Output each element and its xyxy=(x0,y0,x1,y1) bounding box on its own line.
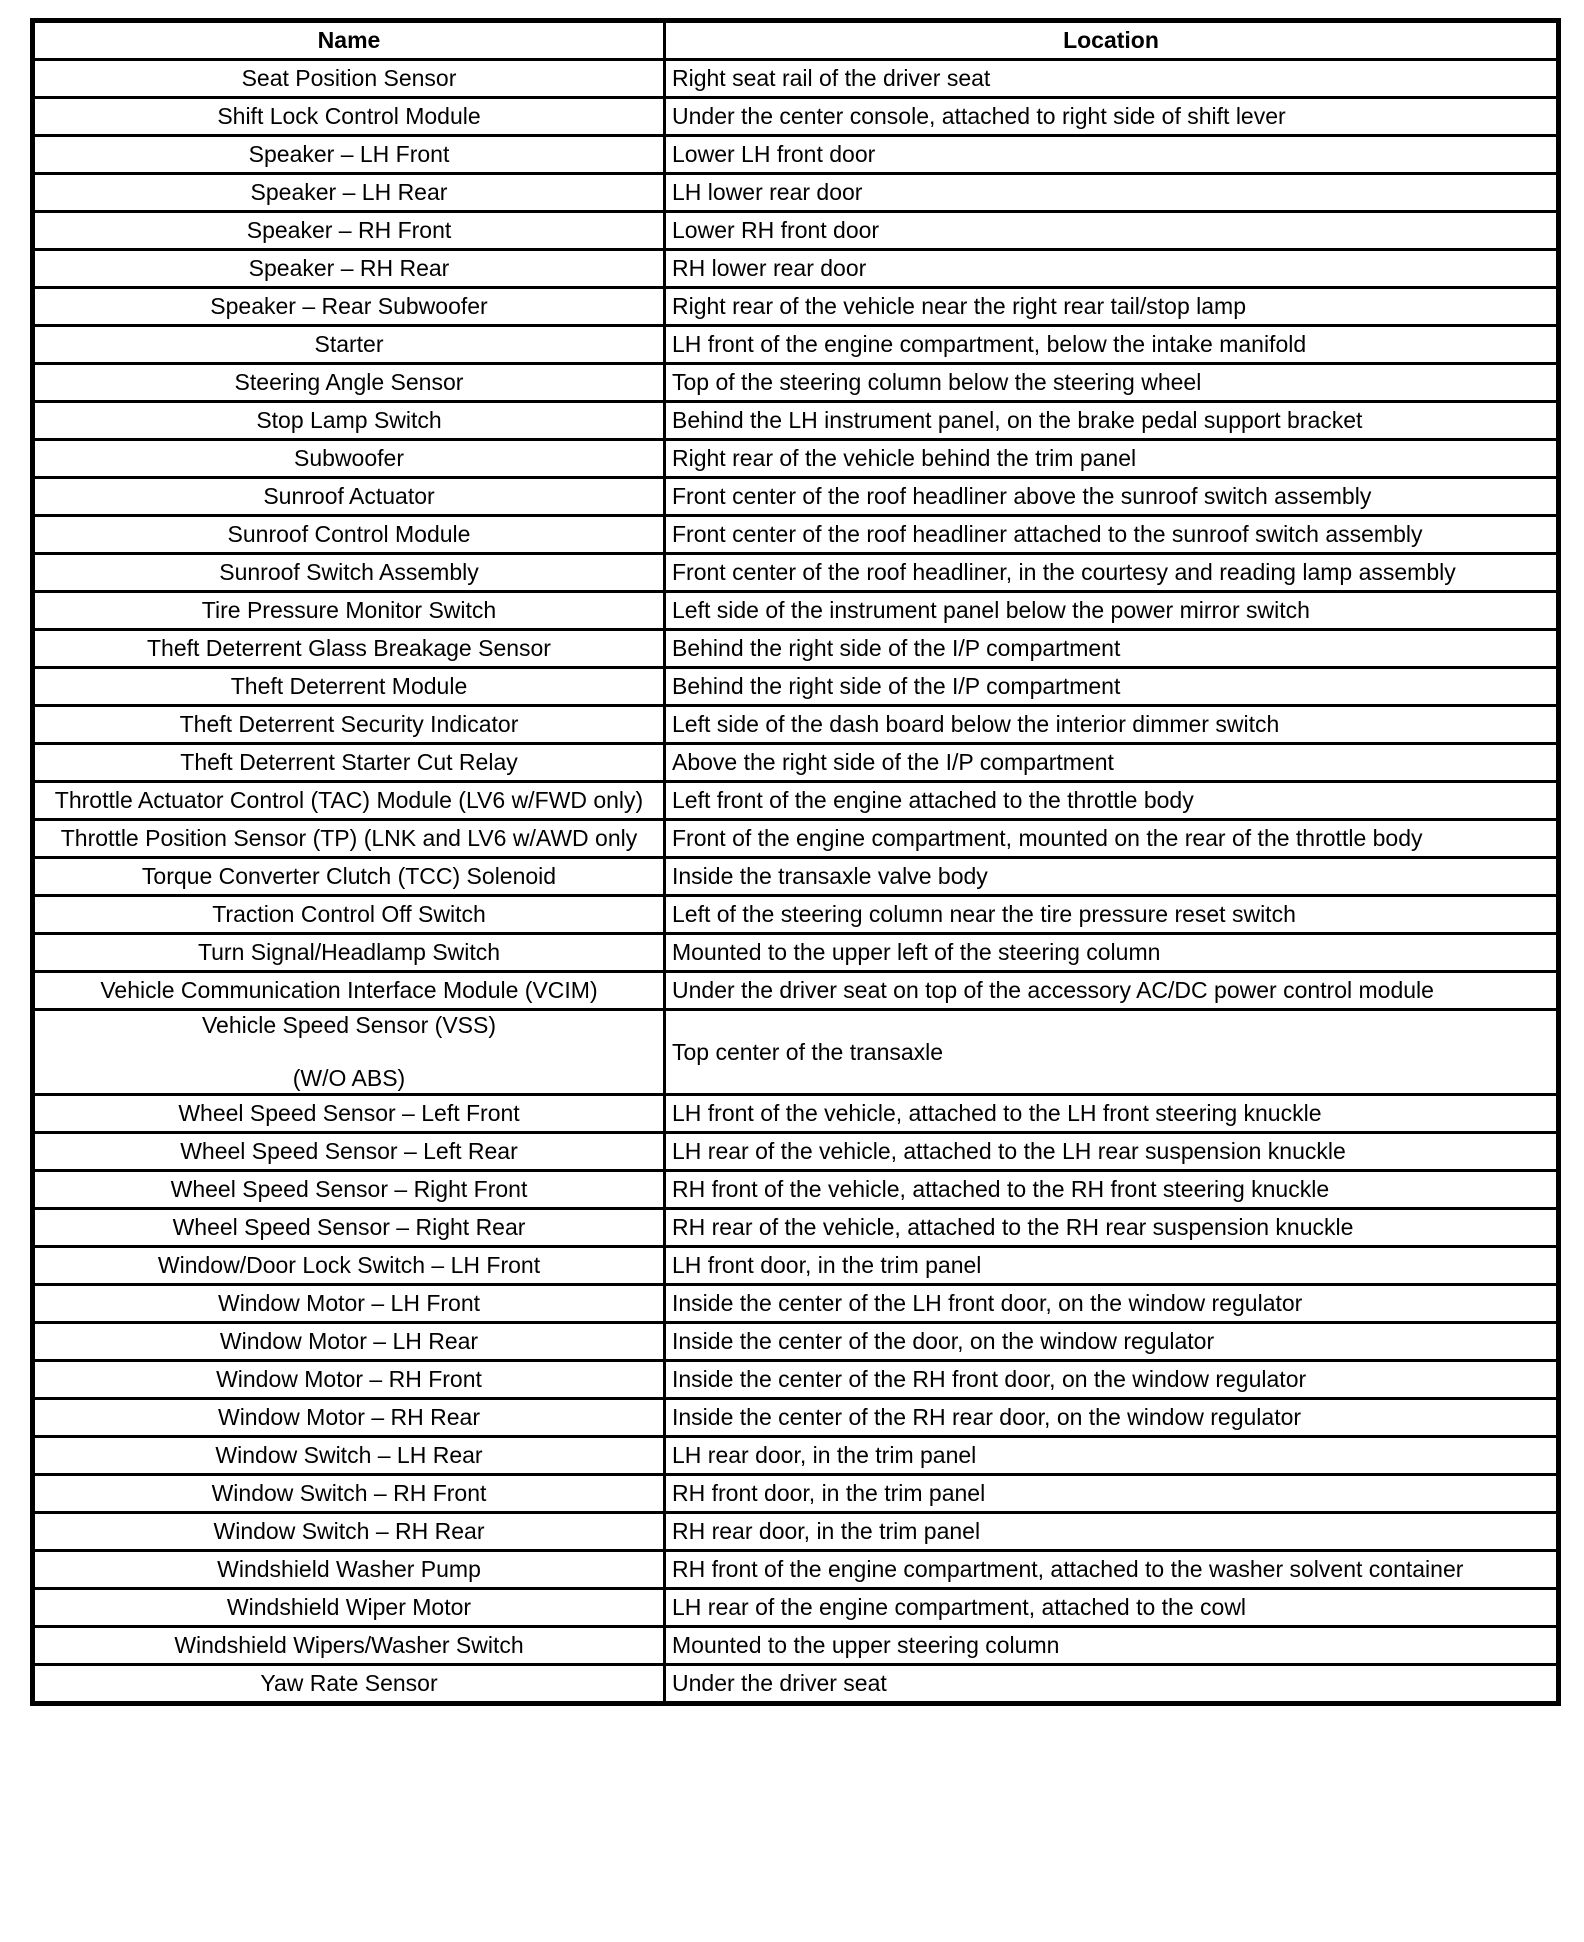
table-header xyxy=(33,21,1559,60)
component-name: Throttle Actuator Control (TAC) Module (LV6 w/FWD only) xyxy=(54,787,644,813)
component-location-cell: Front center of the roof headliner attached to the sunroof switch assembly xyxy=(665,516,1559,554)
table-row xyxy=(33,1399,1559,1437)
component-name: Window Switch – RH Rear xyxy=(213,1518,485,1544)
component-location-cell: Front center of the roof headliner above the sunroof switch assembly xyxy=(665,478,1559,516)
component-name: Window Switch – LH Rear xyxy=(215,1442,483,1468)
component-name-cell xyxy=(33,440,665,478)
table-row xyxy=(33,1437,1559,1475)
component-location-cell: Under the driver seat xyxy=(665,1665,1559,1704)
component-location-cell: Right rear of the vehicle near the right rear tail/stop lamp xyxy=(665,288,1559,326)
component-location-cell: LH rear of the vehicle, attached to the LH rear suspension knuckle xyxy=(665,1133,1559,1171)
component-location-cell: RH front door, in the trim panel xyxy=(665,1475,1559,1513)
table-row xyxy=(33,1361,1559,1399)
component-location-cell: Right rear of the vehicle behind the trim panel xyxy=(665,440,1559,478)
table-body xyxy=(33,60,1559,1704)
table-row xyxy=(33,1627,1559,1665)
component-name-cell xyxy=(33,668,665,706)
component-name-cell xyxy=(33,1285,665,1323)
name-column-header: Name xyxy=(33,21,665,60)
table-row xyxy=(33,1010,1559,1095)
table-row xyxy=(33,250,1559,288)
component-name: Windshield Washer Pump xyxy=(217,1556,481,1582)
component-name-cell xyxy=(33,630,665,668)
component-name-cell xyxy=(33,1399,665,1437)
component-location-cell: Inside the transaxle valve body xyxy=(665,858,1559,896)
component-location-cell: Left of the steering column near the tire pressure reset switch xyxy=(665,896,1559,934)
component-name: Vehicle Communication Interface Module (VCIM) xyxy=(100,977,598,1003)
component-name: Throttle Position Sensor (TP) (LNK and LV6 w/AWD only xyxy=(60,825,638,851)
component-location-cell: Front center of the roof headliner, in the courtesy and reading lamp assembly xyxy=(665,554,1559,592)
component-location-cell: Under the center console, attached to right side of shift lever xyxy=(665,98,1559,136)
component-location-cell: Lower LH front door xyxy=(665,136,1559,174)
table-row xyxy=(33,212,1559,250)
table-row xyxy=(33,136,1559,174)
component-name: Theft Deterrent Glass Breakage Sensor xyxy=(147,635,551,661)
component-name: Turn Signal/Headlamp Switch xyxy=(197,939,501,965)
table-row xyxy=(33,1323,1559,1361)
table-row xyxy=(33,782,1559,820)
component-name: Steering Angle Sensor xyxy=(234,369,464,395)
component-location-cell: Inside the center of the RH rear door, on the window regulator xyxy=(665,1399,1559,1437)
component-location-cell: Behind the right side of the I/P compartment xyxy=(665,630,1559,668)
component-location-cell: RH rear door, in the trim panel xyxy=(665,1513,1559,1551)
table-row xyxy=(33,1665,1559,1704)
table-row xyxy=(33,972,1559,1010)
table-row xyxy=(33,402,1559,440)
table-row xyxy=(33,592,1559,630)
component-name-cell xyxy=(33,98,665,136)
component-name-note: (W/O ABS) xyxy=(292,1065,406,1091)
component-name-cell xyxy=(33,516,665,554)
component-name-cell xyxy=(33,1665,665,1704)
component-location-cell: Left side of the instrument panel below the power mirror switch xyxy=(665,592,1559,630)
table-row xyxy=(33,98,1559,136)
table-row xyxy=(33,1513,1559,1551)
table-row xyxy=(33,554,1559,592)
component-location-cell: Inside the center of the LH front door, on the window regulator xyxy=(665,1285,1559,1323)
component-name-cell xyxy=(33,402,665,440)
component-name: Window Switch – RH Front xyxy=(211,1480,487,1506)
component-name-cell xyxy=(33,1323,665,1361)
component-name-cell xyxy=(33,288,665,326)
component-name: Wheel Speed Sensor – Right Rear xyxy=(172,1214,526,1240)
table-row xyxy=(33,1133,1559,1171)
component-name-cell xyxy=(33,744,665,782)
table-row xyxy=(33,440,1559,478)
table-row xyxy=(33,934,1559,972)
component-location-cell: Mounted to the upper left of the steering column xyxy=(665,934,1559,972)
component-name: Sunroof Actuator xyxy=(263,483,435,509)
component-name-cell xyxy=(33,972,665,1010)
component-name-cell xyxy=(33,1171,665,1209)
component-location-cell: Mounted to the upper steering column xyxy=(665,1627,1559,1665)
component-name: Wheel Speed Sensor – Left Front xyxy=(178,1100,520,1126)
table-row xyxy=(33,174,1559,212)
component-name-cell xyxy=(33,364,665,402)
table-row xyxy=(33,706,1559,744)
component-name: Wheel Speed Sensor – Left Rear xyxy=(180,1138,518,1164)
component-name: Window Motor – LH Rear xyxy=(219,1328,479,1354)
component-name: Sunroof Switch Assembly xyxy=(219,559,479,585)
component-name-cell xyxy=(33,1475,665,1513)
table-row xyxy=(33,478,1559,516)
component-location-cell: Top of the steering column below the steering wheel xyxy=(665,364,1559,402)
table-row xyxy=(33,364,1559,402)
component-name-cell xyxy=(33,1361,665,1399)
component-location-cell: RH rear of the vehicle, attached to the RH rear suspension knuckle xyxy=(665,1209,1559,1247)
component-name-cell xyxy=(33,212,665,250)
component-name-cell xyxy=(33,592,665,630)
component-name: Windshield Wipers/Washer Switch xyxy=(174,1632,524,1658)
component-name-cell xyxy=(33,1589,665,1627)
component-name-cell xyxy=(33,174,665,212)
component-name: Starter xyxy=(314,331,384,357)
table-row xyxy=(33,1475,1559,1513)
component-location-cell: Right seat rail of the driver seat xyxy=(665,60,1559,98)
component-name-cell xyxy=(33,250,665,288)
component-name-cell xyxy=(33,1627,665,1665)
table-row xyxy=(33,1247,1559,1285)
component-name-cell xyxy=(33,60,665,98)
table-row xyxy=(33,858,1559,896)
table-row xyxy=(33,1171,1559,1209)
component-name-cell xyxy=(33,136,665,174)
table-row xyxy=(33,1285,1559,1323)
component-location-cell: Left front of the engine attached to the throttle body xyxy=(665,782,1559,820)
component-name-cell xyxy=(33,858,665,896)
component-name-cell xyxy=(33,706,665,744)
component-location-cell: LH rear of the engine compartment, attached to the cowl xyxy=(665,1589,1559,1627)
component-location-cell: Inside the center of the RH front door, on the window regulator xyxy=(665,1361,1559,1399)
component-name: Window/Door Lock Switch – LH Front xyxy=(157,1252,541,1278)
component-name: Sunroof Control Module xyxy=(227,521,471,547)
component-location-cell: Top center of the transaxle xyxy=(665,1010,1559,1095)
component-name-cell xyxy=(33,820,665,858)
component-location-cell: LH front of the vehicle, attached to the LH front steering knuckle xyxy=(665,1095,1559,1133)
component-name-cell xyxy=(33,1551,665,1589)
table-row xyxy=(33,1551,1559,1589)
component-name: Window Motor – LH Front xyxy=(217,1290,481,1316)
component-location-cell: RH front of the engine compartment, attached to the washer solvent container xyxy=(665,1551,1559,1589)
component-name-cell xyxy=(33,478,665,516)
component-name: Speaker – LH Front xyxy=(248,141,450,167)
table-row xyxy=(33,896,1559,934)
component-name: Speaker – RH Front xyxy=(246,217,452,243)
component-location-cell: RH front of the vehicle, attached to the RH front steering knuckle xyxy=(665,1171,1559,1209)
component-name: Speaker – RH Rear xyxy=(248,255,450,281)
table-row xyxy=(33,668,1559,706)
table-row xyxy=(33,744,1559,782)
component-name: Shift Lock Control Module xyxy=(217,103,481,129)
component-name: Windshield Wiper Motor xyxy=(226,1594,472,1620)
component-name: Stop Lamp Switch xyxy=(256,407,442,433)
component-name: Tire Pressure Monitor Switch xyxy=(201,597,497,623)
component-name-cell xyxy=(33,1209,665,1247)
component-name-cell xyxy=(33,1437,665,1475)
component-name-cell xyxy=(33,1095,665,1133)
component-name-cell xyxy=(33,554,665,592)
component-name-cell xyxy=(33,1133,665,1171)
component-location-cell: Inside the center of the door, on the window regulator xyxy=(665,1323,1559,1361)
component-name: Seat Position Sensor xyxy=(241,65,457,91)
name-note-spacer xyxy=(41,1040,657,1064)
component-location-cell: Above the right side of the I/P compartment xyxy=(665,744,1559,782)
table-row xyxy=(33,820,1559,858)
component-name: Theft Deterrent Starter Cut Relay xyxy=(180,749,518,775)
component-name: Window Motor – RH Front xyxy=(216,1366,482,1392)
location-column-header: Location xyxy=(665,21,1559,60)
table-row xyxy=(33,326,1559,364)
component-location-cell: Front of the engine compartment, mounted on the rear of the throttle body xyxy=(665,820,1559,858)
component-name: Vehicle Speed Sensor (VSS) xyxy=(201,1012,497,1038)
component-name-cell xyxy=(33,934,665,972)
table-row xyxy=(33,60,1559,98)
component-name: Wheel Speed Sensor – Right Front xyxy=(170,1176,528,1202)
table-row xyxy=(33,630,1559,668)
component-location-cell: Under the driver seat on top of the accessory AC/DC power control module xyxy=(665,972,1559,1010)
component-location-table xyxy=(30,18,1561,1706)
component-name-cell xyxy=(33,896,665,934)
table-row xyxy=(33,288,1559,326)
component-name: Window Motor – RH Rear xyxy=(217,1404,481,1430)
component-location-cell: Behind the right side of the I/P compartment xyxy=(665,668,1559,706)
component-name-cell xyxy=(33,1010,665,1095)
table-row xyxy=(33,516,1559,554)
component-name: Speaker – Rear Subwoofer xyxy=(210,293,488,319)
component-name: Theft Deterrent Security Indicator xyxy=(179,711,519,737)
component-location-cell: LH lower rear door xyxy=(665,174,1559,212)
component-location-cell: LH rear door, in the trim panel xyxy=(665,1437,1559,1475)
component-location-cell: Lower RH front door xyxy=(665,212,1559,250)
table-row xyxy=(33,1209,1559,1247)
table-row xyxy=(33,1095,1559,1133)
component-location-cell: Behind the LH instrument panel, on the brake pedal support bracket xyxy=(665,402,1559,440)
component-location-cell: Left side of the dash board below the interior dimmer switch xyxy=(665,706,1559,744)
component-name-cell xyxy=(33,326,665,364)
component-name: Yaw Rate Sensor xyxy=(260,1670,438,1696)
header-row xyxy=(33,21,1559,60)
component-name-cell xyxy=(33,1247,665,1285)
component-name: Theft Deterrent Module xyxy=(230,673,468,699)
component-name: Torque Converter Clutch (TCC) Solenoid xyxy=(141,863,557,889)
component-name: Speaker – LH Rear xyxy=(250,179,448,205)
component-name-cell xyxy=(33,782,665,820)
component-name: Subwoofer xyxy=(294,445,404,471)
component-location-cell: LH front door, in the trim panel xyxy=(665,1247,1559,1285)
table-row xyxy=(33,1589,1559,1627)
component-name-cell xyxy=(33,1513,665,1551)
component-location-cell: LH front of the engine compartment, below the intake manifold xyxy=(665,326,1559,364)
component-location-cell: RH lower rear door xyxy=(665,250,1559,288)
component-name: Traction Control Off Switch xyxy=(212,901,486,927)
